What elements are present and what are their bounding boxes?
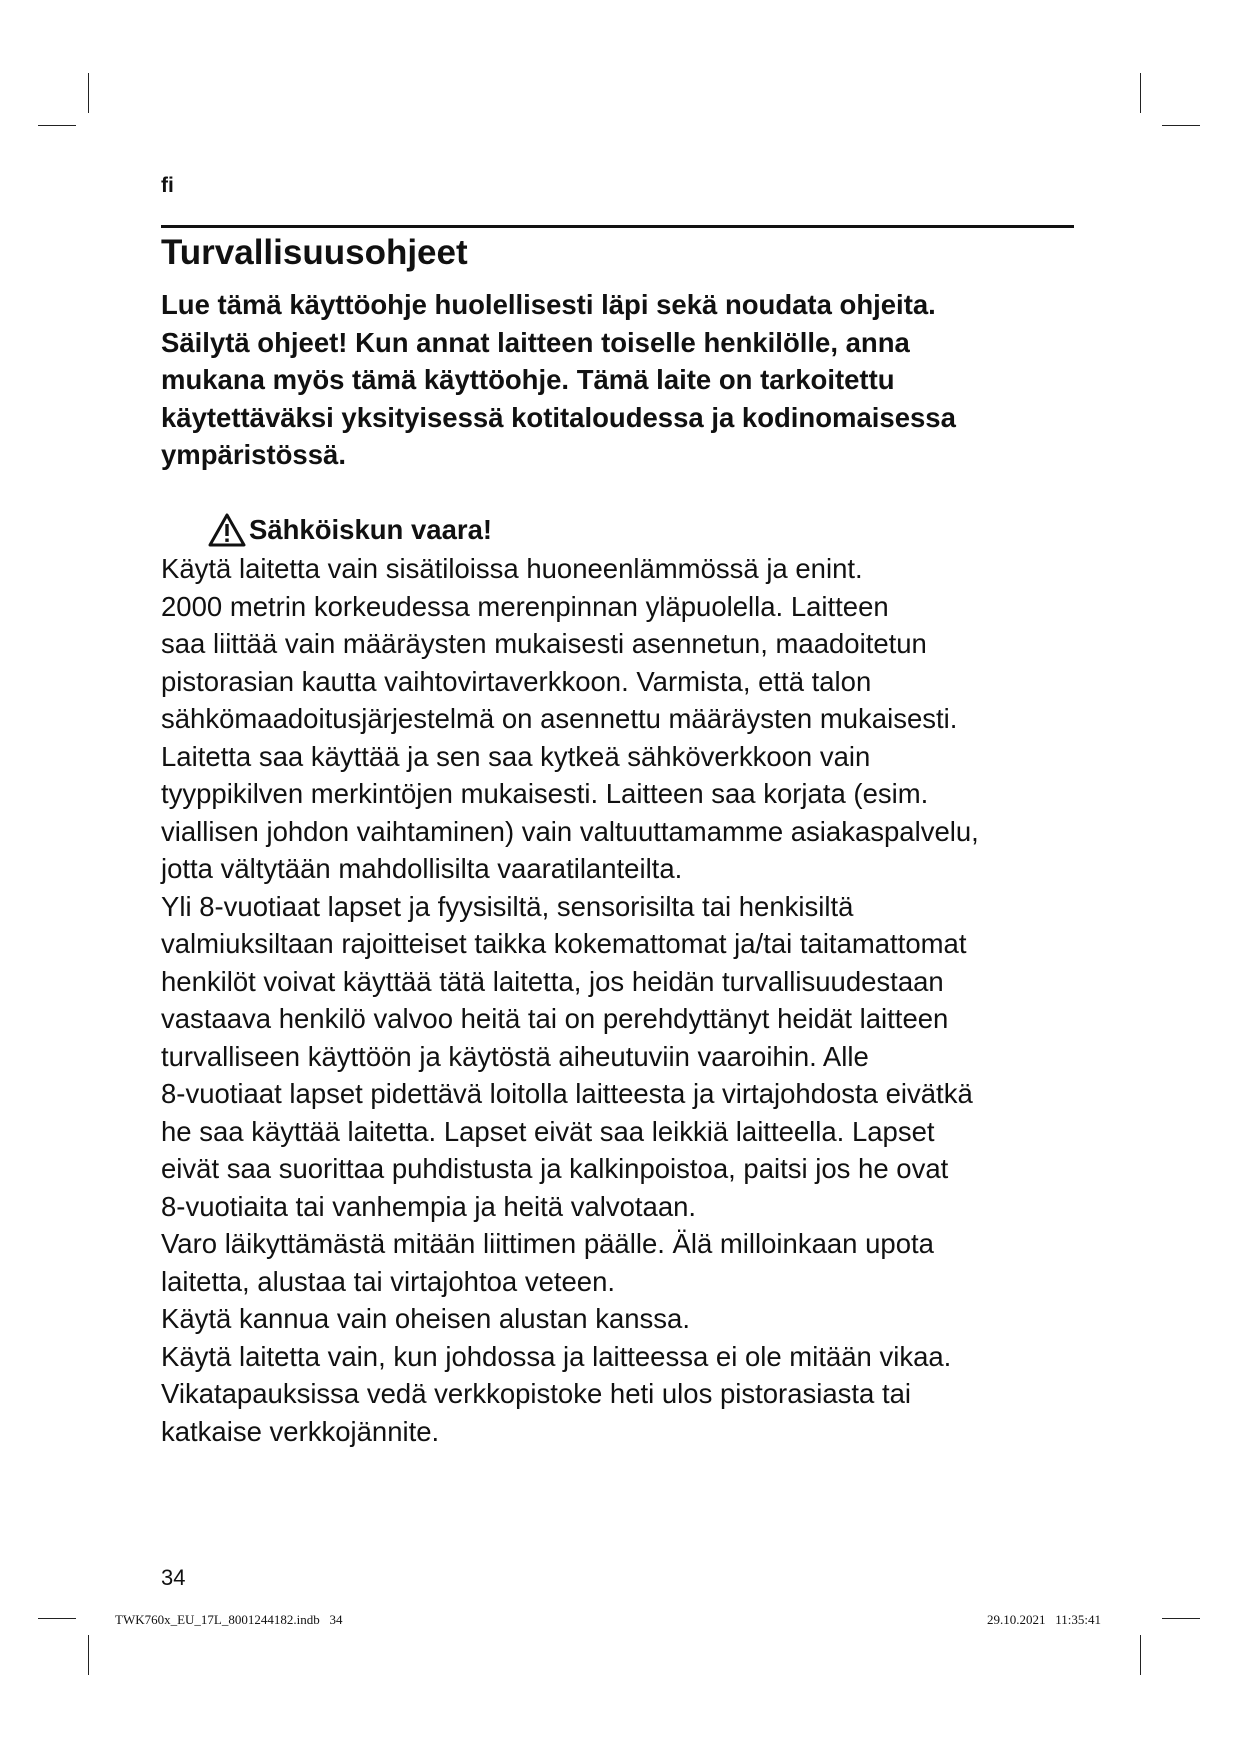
language-code: fi (161, 174, 174, 197)
warning-heading: Sähköiskun vaara! (249, 514, 493, 545)
crop-mark (88, 1635, 89, 1675)
crop-mark (1162, 1618, 1200, 1619)
crop-mark (1162, 125, 1200, 126)
section-divider (161, 225, 1074, 228)
warning-body: Käytä laitetta vain sisätiloissa huoneenlämmössä ja enint. 2000 metrin korkeudessa merenpinnan yläpuolella. Laitteen saa liittää vain määräysten mukaisesti asennetun, maadoitetun pistorasian kautta vaihtovirtaverkkoon. Varmista, että talon sähkömaadoitusjärjestelmä on asennettu määräysten mukaisesti. Laitetta saa käyttää ja sen saa kytkeä sähköverkkoon vain tyyppikilven merkintöjen mukaisesti. Laitteen saa korjata (esim. viallisen johdon vaihtaminen) vain valtuuttamamme asiakaspalvelu, jotta vältytään mahdollisilta vaaratilanteilta. Yli 8-vuotiaat lapset ja fyysisiltä, sensorisilta tai henkisiltä valmiuksiltaan rajoitteiset taikka kokemattomat ja/tai taitamattomat henkilöt voivat käyttää tätä laitetta, jos heidän turvallisuudestaan vastaava henkilö valvoo heitä tai on perehdyttänyt heidät laitteen turvalliseen käyttöön ja käytöstä aiheutuviin vaaroihin. Alle 8-vuotiaat lapset pidettävä loitolla laitteesta ja virtajohdosta eivätkä he saa käyttää laitetta. Lapset eivät saa leikkiä laitteella. Lapset eivät saa suorittaa puhdistusta ja kalkinpoistoa, paitsi jos he ovat 8-vuotiaita tai vanhempia ja heitä valvotaan. Varo läikyttämästä mitään liittimen päälle. Älä milloinkaan upota laitetta, alustaa tai virtajohtoa veteen. Käytä kannua vain oheisen alustan kanssa. Käytä laitetta vain, kun johdossa ja laitteessa ei ole mitään vikaa. Vikatapauksissa vedä verkkopistoke heti ulos pistorasiasta tai katkaise verkkojännite. (161, 553, 979, 1447)
crop-mark (88, 73, 89, 113)
print-timestamp: 29.10.2021 11:35:41 (987, 1612, 1101, 1627)
intro-paragraph: Lue tämä käyttöohje huolellisesti läpi sekä noudata ohjeita. Säilytä ohjeet! Kun annat laitteen toiselle henkilölle, anna mukana myös tämä käyttöohje. Tämä laite on tarkoitettu käytettäväksi yksityisessä kotitaloudessa ja kodinomaisessa ympäristössä. (161, 289, 956, 470)
file-slug: TWK760x_EU_17L_8001244182.indb 34 (115, 1612, 343, 1627)
crop-mark (1140, 73, 1141, 113)
page-number: 34 (161, 1565, 186, 1590)
page-title: Turvallisuusohjeet (161, 233, 468, 272)
warning-triangle-icon (208, 513, 246, 547)
warning-heading-row (208, 512, 492, 548)
crop-mark (1140, 1635, 1141, 1675)
crop-mark (38, 1618, 76, 1619)
crop-mark (38, 125, 76, 126)
